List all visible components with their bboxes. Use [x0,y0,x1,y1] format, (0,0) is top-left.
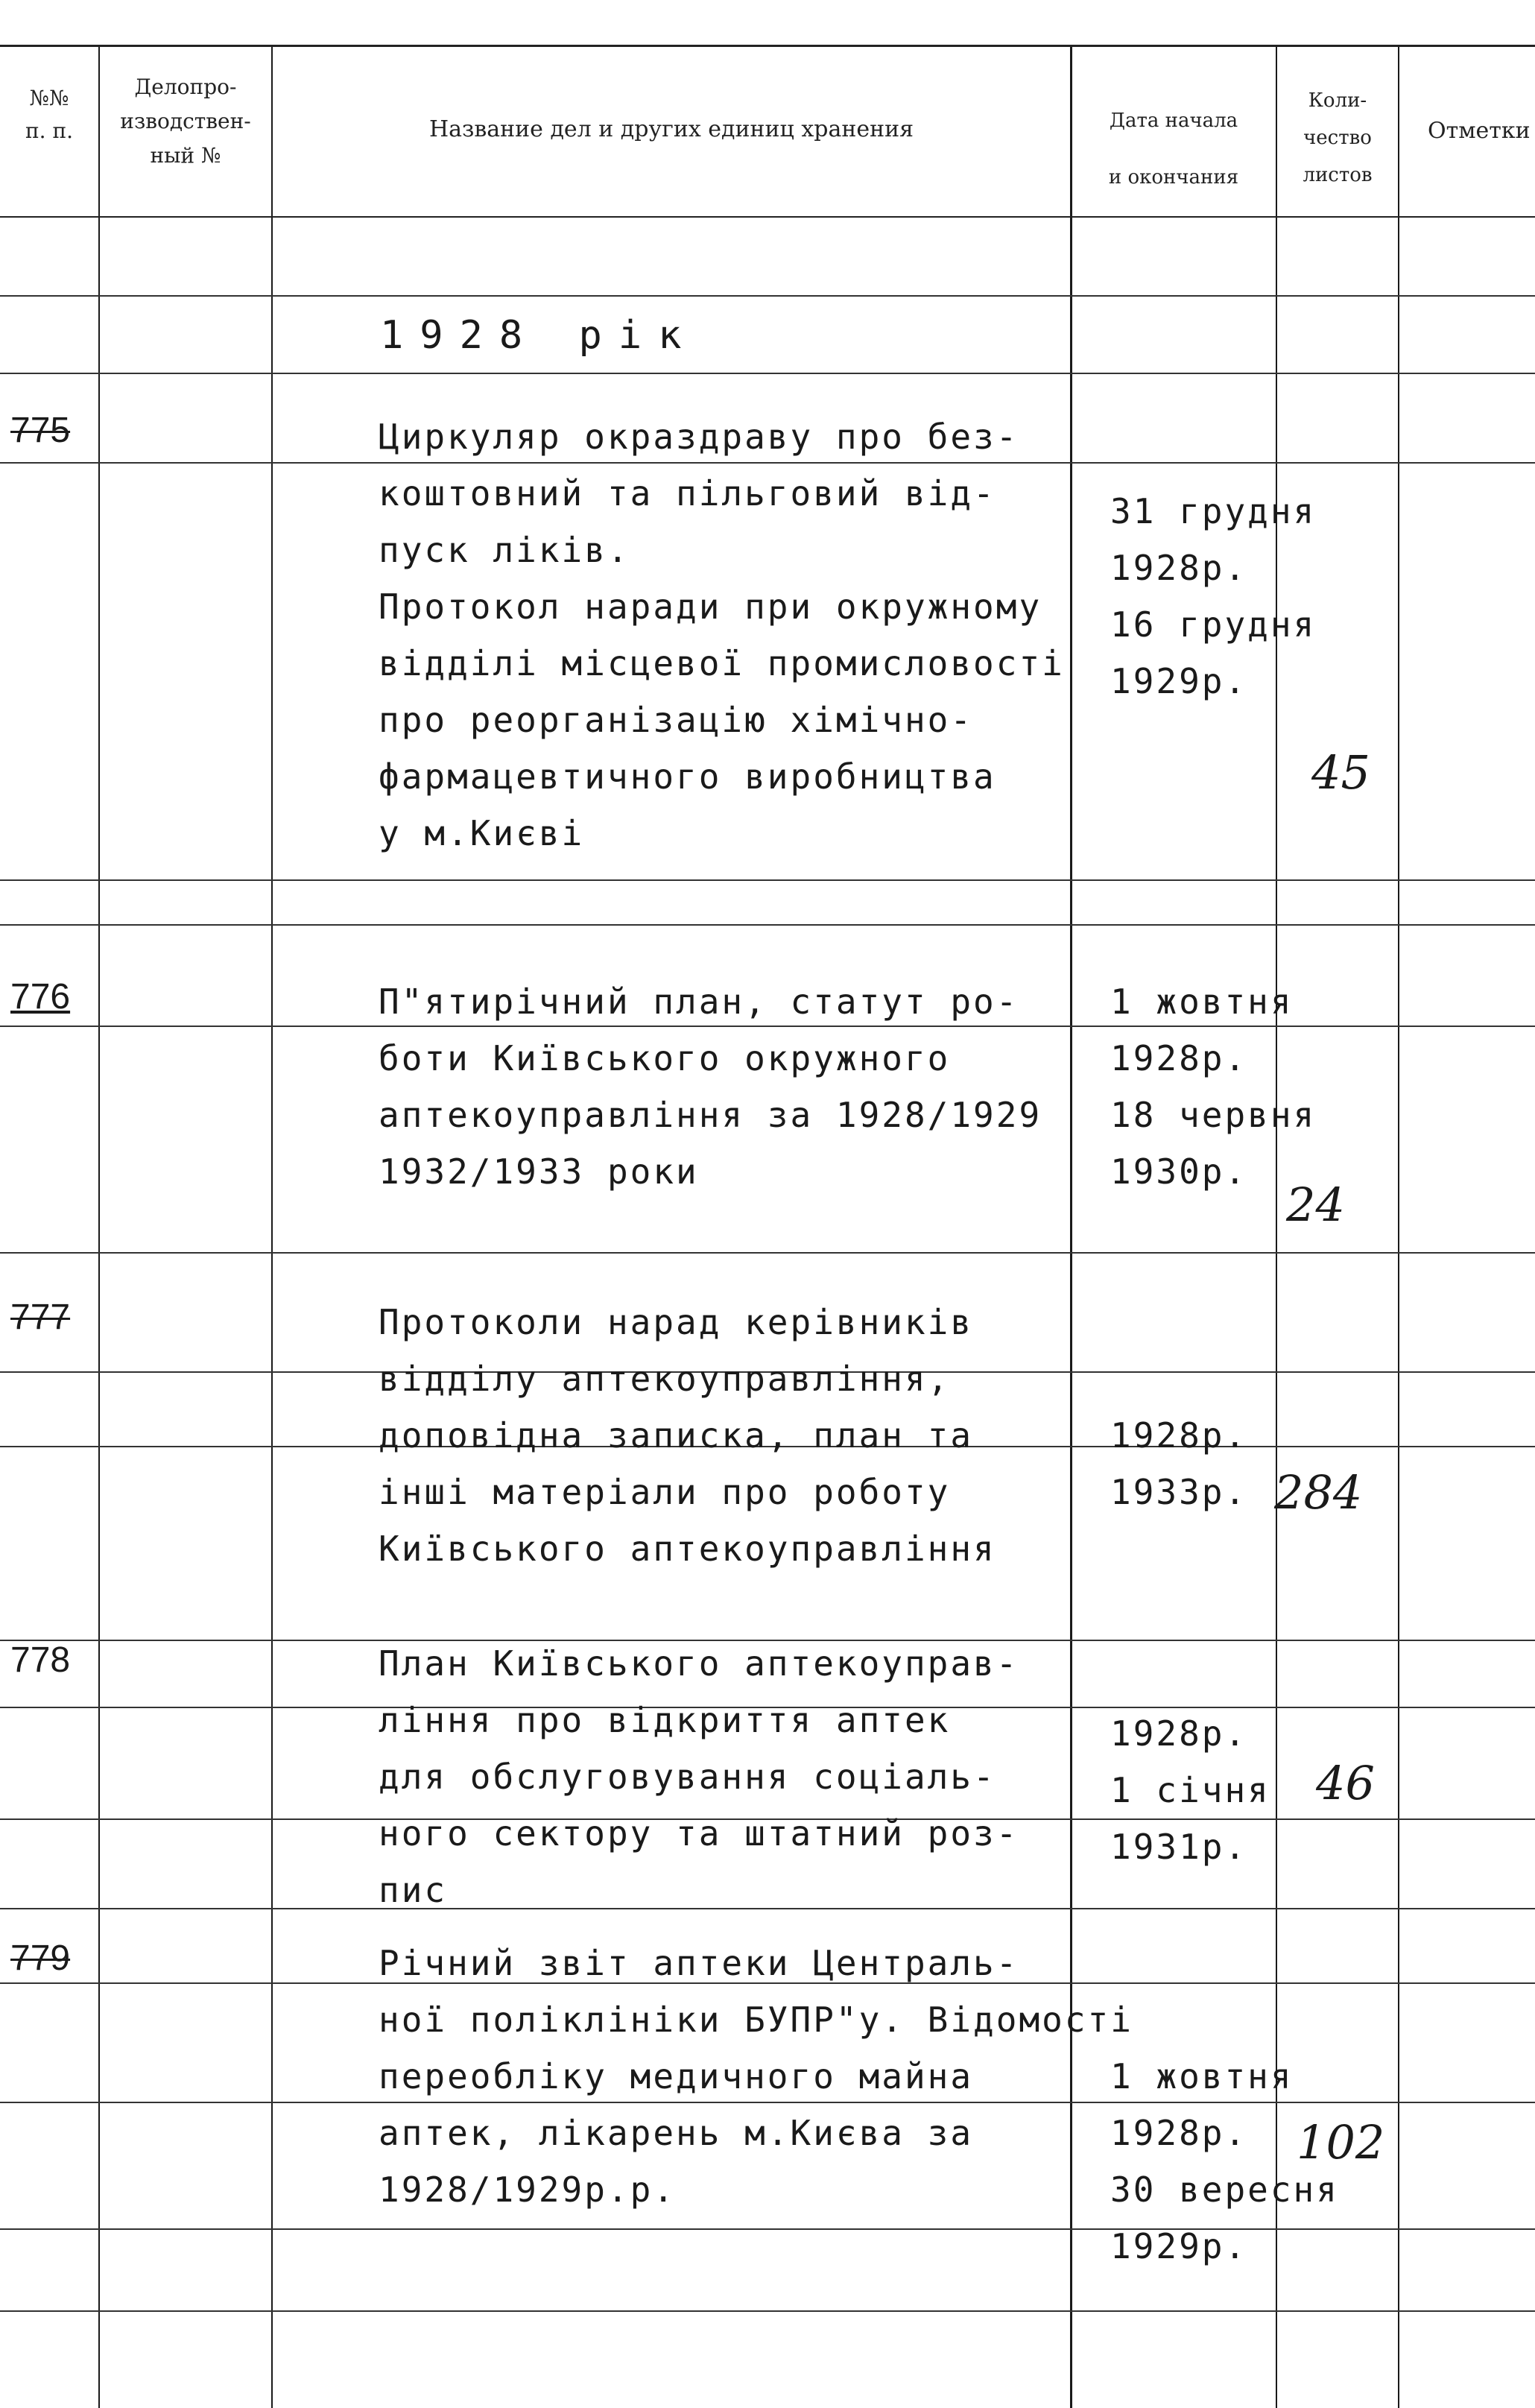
sheet-count: 45 [1311,745,1370,800]
title-line: ного сектору та штатний роз- [379,1813,1019,1854]
header-sheet-count [1277,82,1398,194]
title-line: відділу аптекоуправління, [379,1359,951,1399]
title-line: для обслуговування соціаль- [379,1757,996,1797]
record-title [379,1935,1133,2218]
record-title [379,1635,1019,1918]
sheet-count: 284 [1274,1465,1363,1520]
record-title [379,408,1065,862]
column-divider [98,45,100,2408]
title-line: Протокол наради при окружному [379,587,1042,627]
table-top-border [0,45,1535,47]
title-line: Циркуляр окраздраву про без- [379,417,1019,457]
title-line: пуск ліків. [379,530,630,570]
record-number: 779 [10,1938,71,1978]
title-line: про реорганізацію хімічно- [379,700,974,740]
ruled-line [0,879,1535,881]
date-line: 16 грудня [1110,604,1317,645]
date-line: 1933р. [1110,1472,1248,1512]
title-line: інші матеріали про роботу [379,1472,951,1512]
date-line: 1928р. [1110,548,1248,588]
title-line: аптек, лікарень м.Києва за [379,2113,974,2153]
ruled-line [0,924,1535,926]
title-line: коштовний та пільговий від- [379,473,996,513]
date-line: 1931р. [1110,1827,1248,1867]
title-line: П"ятирічний план, статут ро- [379,982,1019,1022]
date-line: 18 червня [1110,1095,1317,1135]
record-number: 776 [10,977,71,1017]
header-count-line: листов [1303,164,1373,186]
date-line: 31 грудня [1110,491,1317,531]
date-line: 1928р. [1110,2113,1248,2153]
title-line: ної поліклініки БУПР"у. Відомості [379,2000,1133,2040]
record-number: 777 [10,1298,71,1337]
record-dates [1110,1705,1270,1875]
record-title [379,973,1042,1200]
title-line: 1932/1933 роки [379,1151,699,1192]
record-number: 775 [10,411,71,450]
title-line: ління про відкриття аптек [379,1700,951,1740]
ruled-line [0,373,1535,374]
title-line: аптекоуправління за 1928/1929 [379,1095,1042,1135]
record-dates [1110,483,1316,710]
date-line: 30 вересня [1110,2170,1339,2210]
header-count-line: Коли- [1308,89,1367,112]
title-line: Протоколи нарад керівників [379,1302,974,1342]
header-dates-line: и окончания [1108,166,1239,189]
title-line: Київського аптекоуправління [379,1529,996,1569]
header-case-line: изводствен- [120,109,251,133]
title-line: фармацевтичного виробництва [379,756,996,797]
column-divider [271,45,273,2408]
title-line: переобліку медичного майна [379,2056,974,2096]
title-line: відділі місцевої промисловості [379,643,1065,683]
title-line: 1928/1929р.р. [379,2170,677,2210]
header-dates [1072,92,1276,206]
record-dates [1110,973,1316,1200]
sheet-count: 102 [1297,2115,1385,2170]
header-number-line: №№ [29,86,69,110]
ruled-line [0,2310,1535,2312]
title-line: Річний звіт аптеки Централь- [379,1943,1019,1983]
date-line: 1929р. [1110,2226,1248,2266]
date-line: 1930р. [1110,1151,1248,1192]
header-case-line: ный № [150,143,221,168]
sheet-count: 46 [1316,1756,1375,1810]
date-line: 1928р. [1110,1713,1248,1754]
record-number: 778 [10,1640,71,1680]
header-number-line: п. п. [25,118,74,143]
date-line: 1 жовтня [1110,2056,1294,2096]
header-title: Название дел и других единиц хранения [428,116,914,142]
title-line: у м.Києві [379,813,585,853]
record-title [379,1294,996,1577]
header-case-number [100,70,271,173]
column-divider [1398,45,1399,2408]
year-heading: 1928 рік [380,313,698,358]
date-line: 1929р. [1110,661,1248,701]
date-line: 1928р. [1110,1038,1248,1078]
date-line: 1 січня [1110,1770,1270,1810]
header-dates-line: Дата начала [1109,110,1238,132]
title-line: боти Київського окружного [379,1038,951,1078]
header-notes: Отметки [1428,118,1531,144]
header-case-line: Делопро- [134,75,237,99]
sheet-count: 24 [1286,1178,1345,1232]
title-line: пис [379,1870,448,1910]
header-count-line: чество [1303,127,1372,149]
header-bottom-border [0,216,1535,218]
header-number [0,82,98,148]
title-line: План Київського аптекоуправ- [379,1643,1019,1684]
ruled-line [0,1252,1535,1254]
date-line: 1 жовтня [1110,982,1294,1022]
record-dates [1110,1407,1247,1520]
date-line: 1928р. [1110,1415,1248,1456]
title-line: доповідна записка, план та [379,1415,974,1456]
ruled-line [0,295,1535,297]
